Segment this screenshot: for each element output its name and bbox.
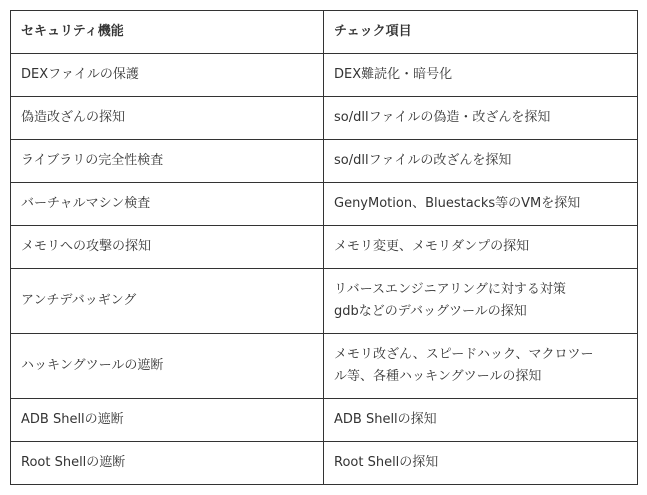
table-row (11, 269, 638, 334)
feature-cell: 偽造改ざんの探知 (11, 97, 324, 140)
check-cell (324, 399, 638, 442)
check-cell (324, 183, 638, 226)
feature-cell: Root Shellの遮断 (11, 442, 324, 485)
column-header-security-feature: セキュリティ機能 (11, 11, 324, 54)
table-row (11, 140, 638, 183)
feature-cell: メモリへの攻撃の探知 (11, 226, 324, 269)
check-cell (324, 97, 638, 140)
column-header-check-item: チェック項目 (324, 11, 638, 54)
check-cell (324, 140, 638, 183)
feature-cell: ADB Shellの遮断 (11, 399, 324, 442)
feature-cell: バーチャルマシン検査 (11, 183, 324, 226)
table-row (11, 399, 638, 442)
check-text: GenyMotion、Bluestacks等のVMを探知 (334, 196, 581, 211)
check-text: DEX難読化・暗号化 (334, 67, 453, 82)
check-cell (324, 54, 638, 97)
check-text-line: ル等、各種ハッキングツールの探知 (334, 369, 542, 384)
check-cell (324, 269, 638, 334)
table-row (11, 183, 638, 226)
check-cell (324, 226, 638, 269)
feature-cell: ハッキングツールの遮断 (11, 334, 324, 399)
table-row (11, 334, 638, 399)
table-row (11, 54, 638, 97)
feature-cell: アンチデバッギング (11, 269, 324, 334)
table-row (11, 226, 638, 269)
table-header-row (11, 11, 638, 54)
check-text-line: リバースエンジニアリングに対する対策 (334, 282, 566, 297)
check-text: メモリ変更、メモリダンプの探知 (334, 239, 530, 254)
check-cell (324, 442, 638, 485)
check-text: Root Shellの探知 (334, 455, 439, 470)
check-text-line: gdbなどのデバッグツールの探知 (334, 304, 527, 319)
security-features-table (10, 10, 638, 485)
table-row (11, 442, 638, 485)
feature-cell: ライブラリの完全性検査 (11, 140, 324, 183)
table-row (11, 97, 638, 140)
feature-cell: DEXファイルの保護 (11, 54, 324, 97)
check-text: so/dllファイルの偽造・改ざんを探知 (334, 110, 551, 125)
check-text: so/dllファイルの改ざんを探知 (334, 153, 512, 168)
check-cell (324, 334, 638, 399)
check-text: ADB Shellの探知 (334, 412, 437, 427)
check-text-line: メモリ改ざん、スピードハック、マクロツー (334, 347, 594, 362)
